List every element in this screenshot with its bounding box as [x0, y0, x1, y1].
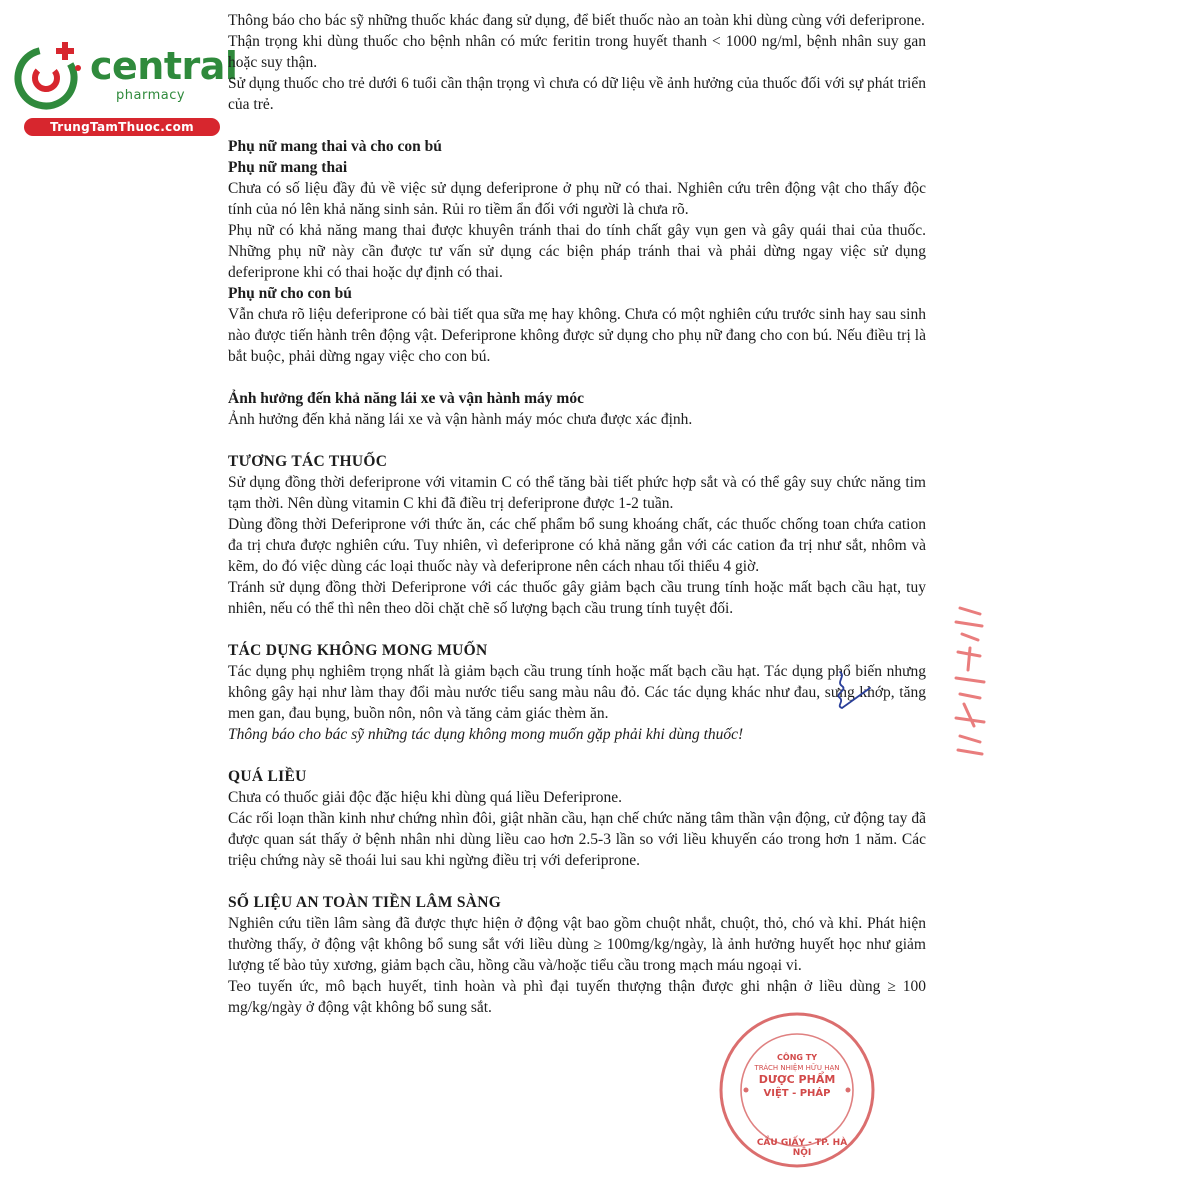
seal-location-text: CẦU GIẤY - TP. HÀ NỘI	[756, 1138, 848, 1158]
section-title-interactions: TƯƠNG TÁC THUỐC	[228, 453, 388, 470]
logo-sub-text: pharmacy	[116, 88, 186, 103]
side-stamp-icon	[950, 600, 990, 760]
paragraph: Tác dụng phụ nghiêm trọng nhất là giảm bạch cầu trung tính hoặc mất bạch cầu hạt. Tác dụng phổ biến nhưng không gây hại như làm thay đổi màu nước tiểu sang màu nâu đỏ. Các tác dụng khác như đau, sưng khớp, tăng men gan, đau bụng, buồn nôn, nôn và tăng cảm giác thèm ăn.	[228, 663, 926, 722]
section-title-driving: Ảnh hưởng đến khả năng lái xe và vận hành máy móc	[228, 390, 584, 407]
paragraph: Thận trọng khi dùng thuốc cho bệnh nhân có mức feritin trong huyết thanh < 1000 ng/ml, bệnh nhân suy gan hoặc suy thận.	[228, 33, 926, 71]
paragraph: Sử dụng thuốc cho trẻ dưới 6 tuổi cần thận trọng vì chưa có dữ liệu về ảnh hưởng của thuốc đối với sự phát triển của trẻ.	[228, 75, 926, 113]
section-title-overdose: QUÁ LIỀU	[228, 768, 307, 785]
section-title-pregnancy: Phụ nữ mang thai và cho con bú	[228, 138, 442, 155]
paragraph: Các rối loạn thần kinh như chứng nhìn đôi, giật nhãn cầu, hạn chế chức năng tâm thần vận động, cử động tay đã được quan sát thấy ở bệnh nhân nhi dùng liều cao hơn 2.5-3 lần so với liều khuyến cáo trong hơn 1 năm. Các triệu chứng này sẽ thoái lui sau khi ngừng điều trị với deferiprone.	[228, 810, 926, 869]
leaflet-text	[228, 10, 926, 1018]
paragraph: Sử dụng đồng thời deferiprone với vitamin C có thể tăng bài tiết phức hợp sắt và có thể gây suy chức năng tim tạm thời. Nên dùng vitamin C khi đã điều trị deferiprone được 1-2 tuần.	[228, 474, 926, 512]
paragraph: Phụ nữ có khả năng mang thai được khuyên tránh thai do tính chất gây vụn gen và gây quái thai của thuốc. Những phụ nữ này cần được tư vấn sử dụng các biện pháp tránh thai và phải dừng ngay việc sử dụng deferiprone khi có thai hoặc dự định có thai.	[228, 222, 926, 281]
pharmacy-logo-icon	[10, 38, 86, 114]
paragraph: Chưa có số liệu đầy đủ về việc sử dụng deferiprone ở phụ nữ có thai. Nghiên cứu trên động vật cho thấy độc tính của nó lên khả năng sinh sản. Rủi ro tiềm ẩn đối với người là chưa rõ.	[228, 180, 926, 218]
logo-brand-text: central	[90, 44, 238, 88]
paragraph: Tránh sử dụng đồng thời Deferiprone với các thuốc gây giảm bạch cầu trung tính hoặc mất bạch cầu hạt, tuy nhiên, nếu có thể thì nên theo dõi chặt chẽ số lượng bạch cầu trung tính tuyệt đối.	[228, 579, 926, 617]
signature-icon	[826, 668, 878, 714]
paragraph: Chưa có thuốc giải độc đặc hiệu khi dùng quá liều Deferiprone.	[228, 789, 623, 806]
paragraph: Thông báo cho bác sỹ những thuốc khác đang sử dụng, để biết thuốc nào an toàn khi dùng cùng với deferiprone.	[228, 12, 925, 29]
paragraph: Ảnh hưởng đến khả năng lái xe và vận hành máy móc chưa được xác định.	[228, 411, 693, 428]
section-title-side-effects: TÁC DỤNG KHÔNG MONG MUỐN	[228, 642, 488, 659]
subsection-title-pregnant: Phụ nữ mang thai	[228, 159, 348, 176]
central-pharmacy-logo[interactable]	[10, 38, 238, 138]
paragraph: Vẫn chưa rõ liệu deferiprone có bài tiết qua sữa mẹ hay không. Chưa có một nghiên cứu trước sinh hay sau sinh nào được tiến hành trên động vật. Deferiprone không được sử dụng cho phụ nữ đang cho con bú. Nếu điều trị là bắt buộc, phải dừng ngay việc cho con bú.	[228, 306, 926, 365]
paragraph-italic: Thông báo cho bác sỹ những tác dụng không mong muốn gặp phải khi dùng thuốc!	[228, 726, 744, 743]
paragraph: Dùng đồng thời Deferiprone với thức ăn, các chế phẩm bổ sung khoáng chất, các thuốc chống toan chứa cation đa trị chưa được nghiên cứu. Tuy nhiên, vì deferiprone có khả năng gắn với các cation đa trị như sắt, nhôm và kẽm, do đó việc dùng các loại thuốc này và deferiprone nên cách nhau tối thiểu 4 giờ.	[228, 516, 926, 575]
subsection-title-breastfeeding: Phụ nữ cho con bú	[228, 285, 352, 302]
paragraph: Nghiên cứu tiền lâm sàng đã được thực hiện ở động vật bao gồm chuột nhắt, chuột, thỏ, chó và khỉ. Phát hiện thường thấy, ở động vật không bổ sung sắt với liều dùng ≥ 100mg/kg/ngày, là ảnh hưởng huyết học như giảm lượng tế bào tủy xương, giảm bạch cầu, hồng cầu và/hoặc tiểu cầu trong mạch máu ngoại vi.	[228, 915, 926, 974]
logo-website-banner[interactable]: TrungTamThuoc.com	[24, 118, 220, 136]
seal-text: CÔNG TY TRÁCH NHIỆM HỮU HẠN DƯỢC PHẨM VIỆT - PHÁP	[754, 1053, 840, 1099]
paragraph: Teo tuyến ức, mô bạch huyết, tinh hoàn và phì đại tuyến thượng thận được ghi nhận ở liều dùng ≥ 100 mg/kg/ngày ở động vật không bổ sung sắt.	[228, 978, 926, 1016]
section-title-preclinical: SỐ LIỆU AN TOÀN TIỀN LÂM SÀNG	[228, 894, 502, 911]
